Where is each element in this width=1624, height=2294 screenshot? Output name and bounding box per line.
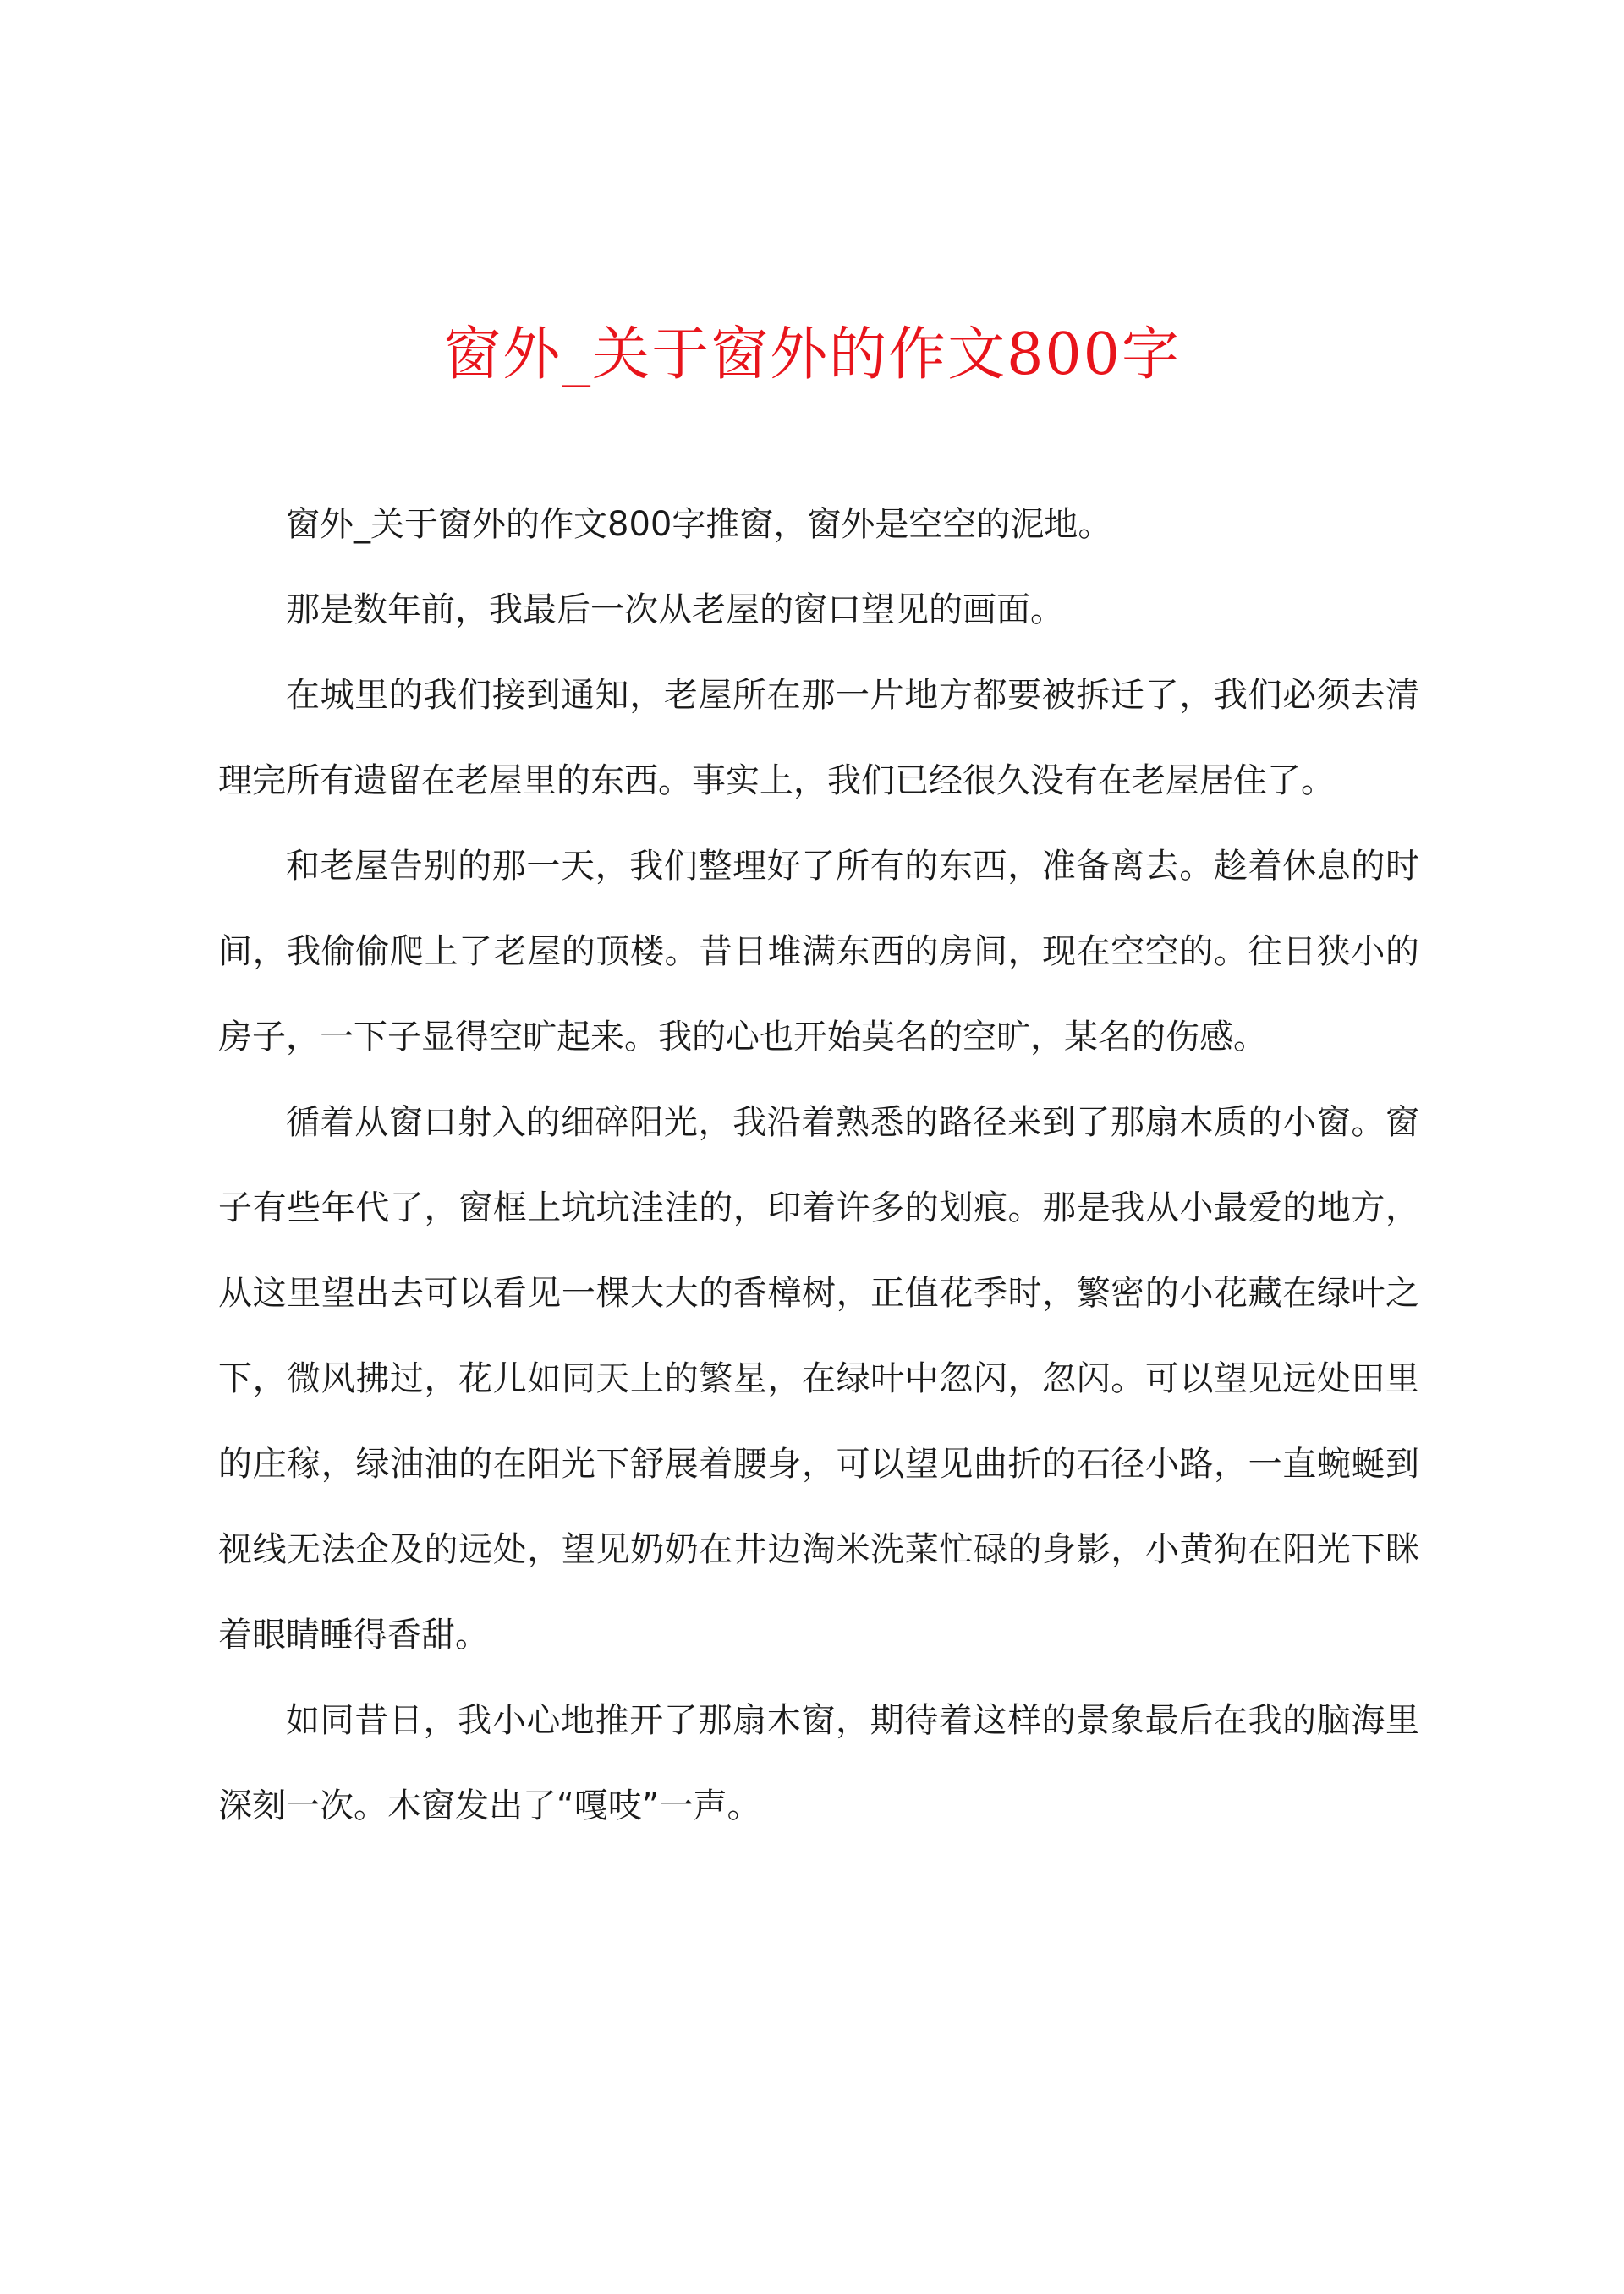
paragraph: 如同昔日，我小心地推开了那扇木窗，期待着这样的景象最后在我的脑海里深刻一次。木窗发出了“嘎吱”一声。 xyxy=(218,1701,1419,1825)
document-body xyxy=(218,482,1419,1849)
document-title: 窗外_关于窗外的作文800字 xyxy=(443,321,1181,388)
paragraph: 和老屋告别的那一天，我们整理好了所有的东西，准备离去。趁着休息的时间，我偷偷爬上了老屋的顶楼。昔日堆满东西的房间，现在空空的。往日狭小的房子，一下子显得空旷起来。我的心也开始莫名的空旷，某名的伤感。 xyxy=(218,847,1419,1056)
paragraph: 那是数年前，我最后一次从老屋的窗口望见的画面。 xyxy=(286,590,1064,629)
paragraph: 窗外_关于窗外的作文800字推窗，窗外是空空的泥地。 xyxy=(286,505,1112,544)
paragraph: 循着从窗口射入的细碎阳光，我沿着熟悉的路径来到了那扇木质的小窗。窗子有些年代了，窗框上坑坑洼洼的，印着许多的划痕。那是我从小最爱的地方，从这里望出去可以看见一棵大大的香樟树，正值花季时，繁密的小花藏在绿叶之下，微风拂过，花儿如同天上的繁星，在绿叶中忽闪，忽闪。可以望见远处田里的庄稼，绿油油的在阳光下舒展着腰身，可以望见曲折的石径小路，一直蜿蜒到视线无法企及的远处，望见奶奶在井边淘米洗菜忙碌的身影，小黄狗在阳光下眯着眼睛睡得香甜。 xyxy=(218,1103,1419,1655)
paragraph: 在城里的我们接到通知，老屋所在那一片地方都要被拆迁了，我们必须去清理完所有遗留在老屋里的东西。事实上，我们已经很久没有在老屋居住了。 xyxy=(218,676,1419,800)
